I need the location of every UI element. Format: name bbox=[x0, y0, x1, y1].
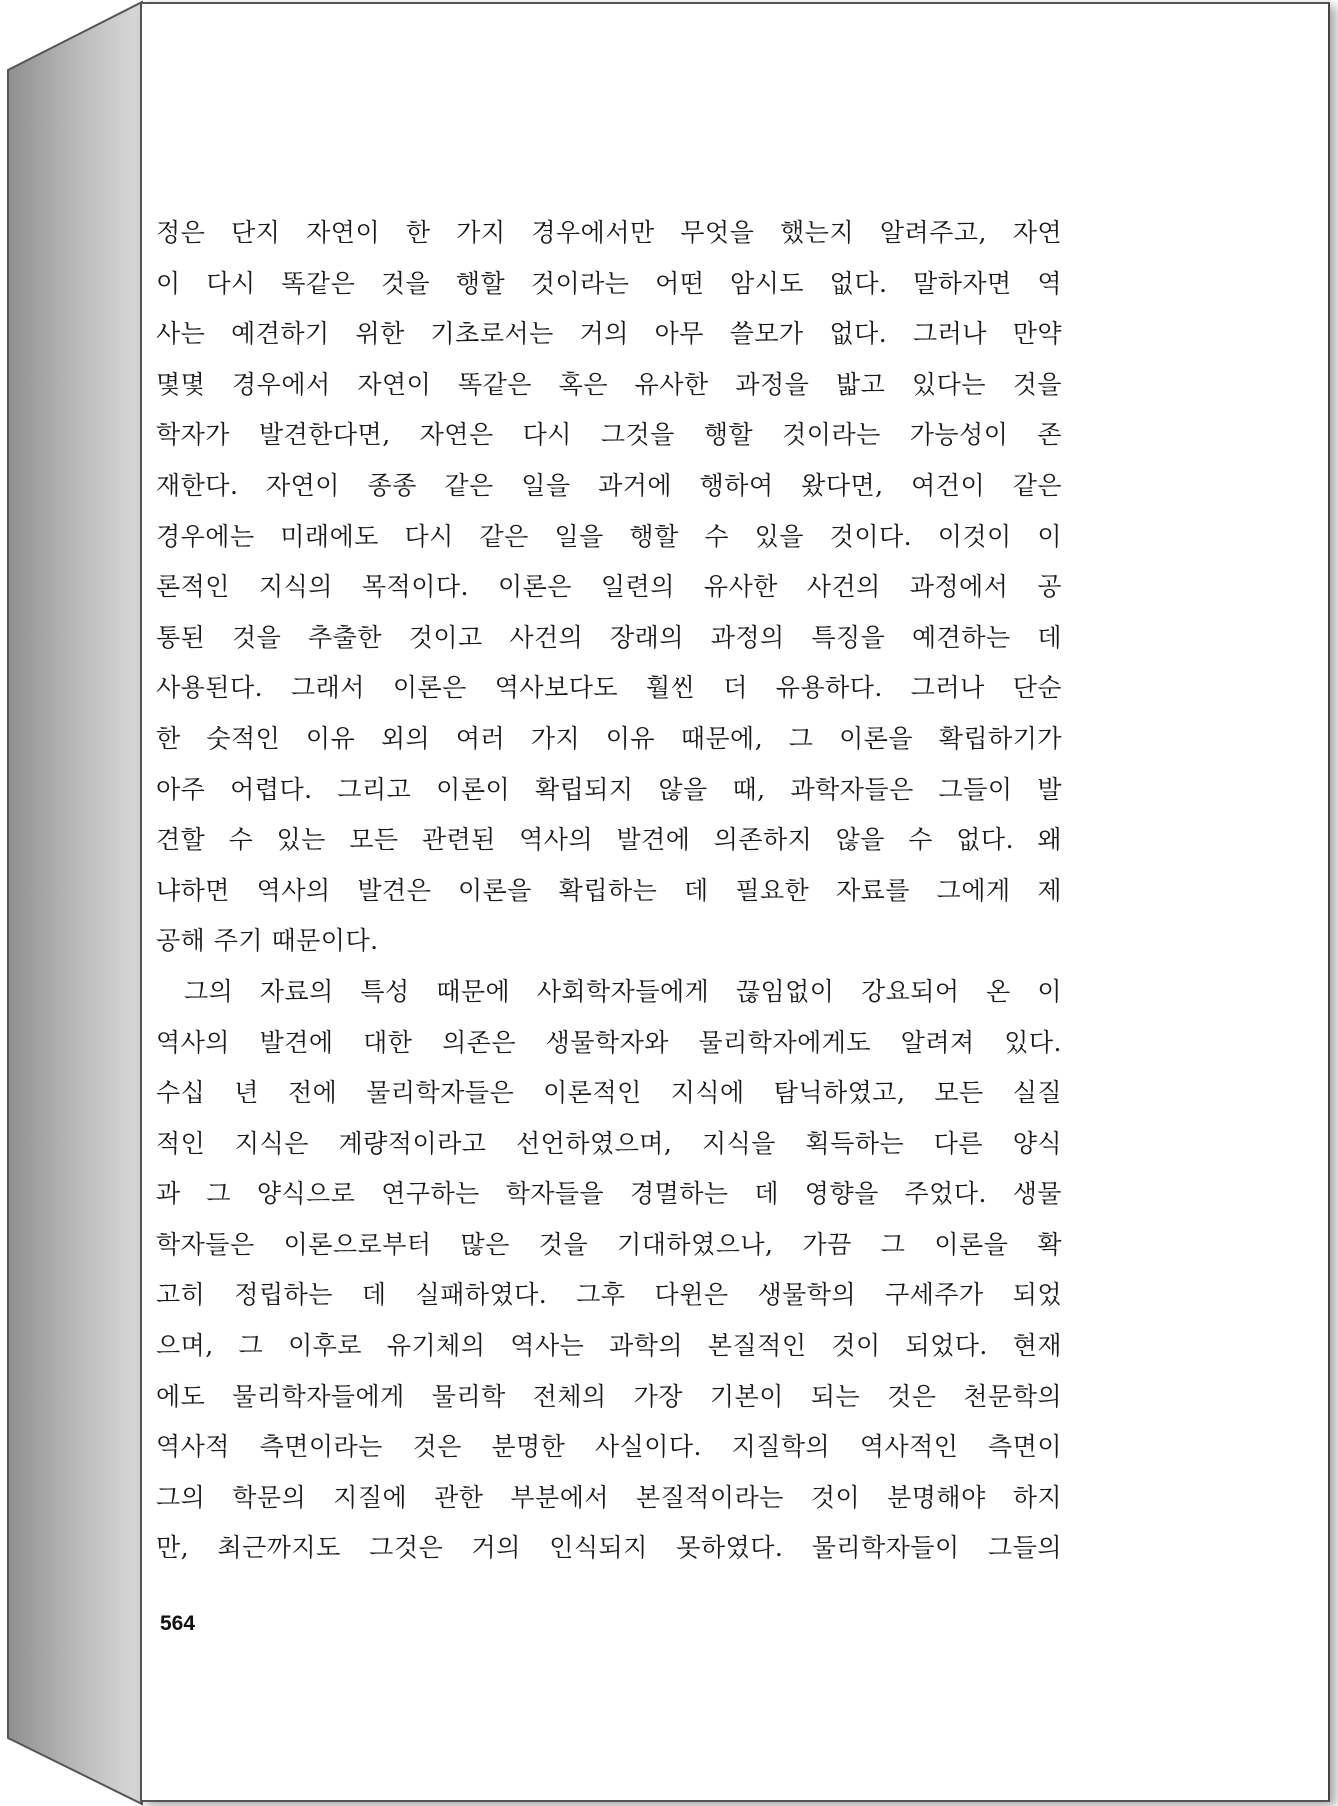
text-line: 경우에는 미래에도 다시 같은 일을 행할 수 있을 것이다. 이것이 이 bbox=[156, 521, 1062, 551]
text-line: 역사적 측면이라는 것은 분명한 사실이다. 지질학의 역사적인 측면이 bbox=[156, 1432, 1062, 1462]
text-line: 그의 학문의 지질에 관한 부분에서 본질적이라는 것이 분명해야 하지 bbox=[156, 1482, 1062, 1512]
text-line: 몇몇 경우에서 자연이 똑같은 혹은 유사한 과정을 밟고 있다는 것을 bbox=[156, 369, 1062, 399]
body-text bbox=[156, 208, 1062, 1574]
text-line: 학자들은 이론으로부터 많은 것을 기대하였으나, 가끔 그 이론을 확 bbox=[156, 1229, 1062, 1259]
text-line: 통된 것을 추출한 것이고 사건의 장래의 과정의 특징을 예견하는 데 bbox=[156, 622, 1062, 652]
page-number: 564 bbox=[160, 1612, 196, 1635]
text-line: 학자가 발견한다면, 자연은 다시 그것을 행할 것이라는 가능성이 존 bbox=[156, 420, 1062, 450]
text-line: 과 그 양식으로 연구하는 학자들을 경멸하는 데 영향을 주었다. 생물 bbox=[156, 1179, 1062, 1209]
text-line: 견할 수 있는 모든 관련된 역사의 발견에 의존하지 않을 수 없다. 왜 bbox=[156, 825, 1062, 855]
text-line: 아주 어렵다. 그리고 이론이 확립되지 않을 때, 과학자들은 그들이 발 bbox=[156, 774, 1062, 804]
text-line: 만, 최근까지도 그것은 거의 인식되지 못하였다. 물리학자들이 그들의 bbox=[156, 1533, 1062, 1563]
text-line: 한 숫적인 이유 외의 여러 가지 이유 때문에, 그 이론을 확립하기가 bbox=[156, 723, 1062, 753]
text-line: 사는 예견하기 위한 기초로서는 거의 아무 쓸모가 없다. 그러나 만약 bbox=[156, 319, 1062, 349]
text-line: 수십 년 전에 물리학자들은 이론적인 지식에 탐닉하였고, 모든 실질 bbox=[156, 1078, 1062, 1108]
text-line: 역사의 발견에 대한 의존은 생물학자와 물리학자에게도 알려져 있다. bbox=[156, 1027, 1062, 1057]
text-line: 으며, 그 이후로 유기체의 역사는 과학의 본질적인 것이 되었다. 현재 bbox=[156, 1331, 1062, 1361]
text-line: 재한다. 자연이 종종 같은 일을 과거에 행하여 왔다면, 여건이 같은 bbox=[156, 470, 1062, 500]
text-line: 적인 지식은 계량적이라고 선언하였으며, 지식을 획득하는 다른 양식 bbox=[156, 1128, 1062, 1158]
text-line: 에도 물리학자들에게 물리학 전체의 가장 기본이 되는 것은 천문학의 bbox=[156, 1381, 1062, 1411]
text-line: 이 다시 똑같은 것을 행할 것이라는 어떤 암시도 없다. 말하자면 역 bbox=[156, 268, 1062, 298]
book-spine-graphic bbox=[0, 0, 160, 1806]
text-line: 사용된다. 그래서 이론은 역사보다도 훨씬 더 유용하다. 그러나 단순 bbox=[156, 673, 1062, 703]
text-line: 공해 주기 때문이다. bbox=[156, 926, 379, 956]
text-line: 고히 정립하는 데 실패하였다. 그후 다윈은 생물학의 구세주가 되었 bbox=[156, 1280, 1062, 1310]
text-line: 냐하면 역사의 발견은 이론을 확립하는 데 필요한 자료를 그에게 제 bbox=[156, 875, 1062, 905]
book-spine-shape bbox=[8, 2, 142, 1804]
text-line: 론적인 지식의 목적이다. 이론은 일련의 유사한 사건의 과정에서 공 bbox=[156, 572, 1062, 602]
text-line: 정은 단지 자연이 한 가지 경우에서만 무엇을 했는지 알려주고, 자연 bbox=[156, 218, 1062, 247]
text-line: 그의 자료의 특성 때문에 사회학자들에게 끊임없이 강요되어 온 이 bbox=[184, 976, 1062, 1006]
